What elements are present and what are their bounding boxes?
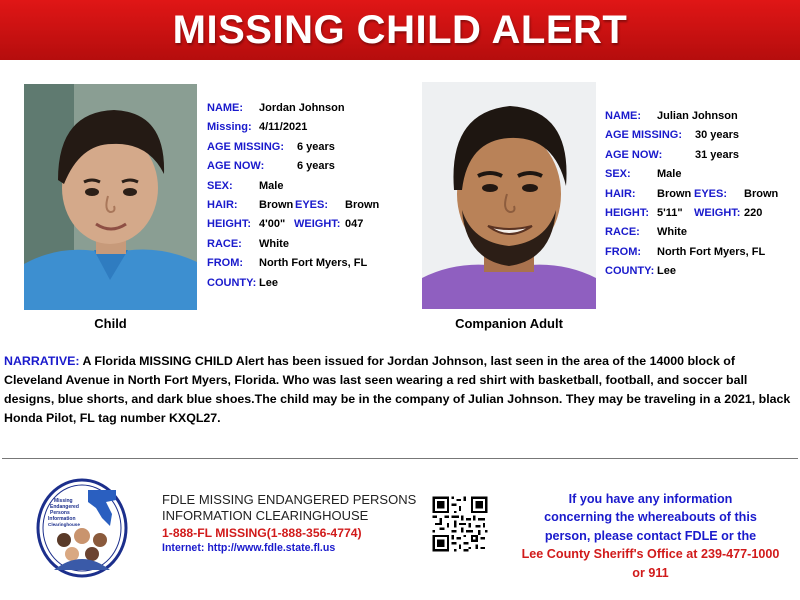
adult-race-row: [605, 226, 800, 245]
child-height-weight-row: [207, 218, 407, 237]
child-eyes: Brown: [345, 198, 380, 211]
child-height: 4'00": [259, 218, 286, 231]
weight-label: WEIGHT:: [694, 206, 741, 219]
age-now-label: AGE NOW:: [605, 148, 663, 161]
child-hair-eyes-row: [207, 199, 407, 218]
sex-label: SEX:: [605, 168, 631, 181]
adult-age-missing: 30 years: [695, 129, 740, 142]
height-label: HEIGHT:: [605, 206, 649, 219]
qr-code-icon[interactable]: [430, 494, 490, 554]
child-sex-row: [207, 180, 407, 199]
adult-age-now: 31 years: [695, 148, 740, 161]
adult-hair-eyes-row: [605, 188, 800, 207]
child-county-row: [207, 277, 407, 296]
adult-sex: Male: [657, 168, 682, 181]
age-now-label: AGE NOW:: [207, 160, 265, 173]
contact-line-1: If you have any information: [568, 492, 733, 506]
adult-name-row: [605, 110, 800, 129]
child-name-row: [207, 102, 407, 121]
age-missing-label: AGE MISSING:: [207, 140, 285, 153]
from-label: FROM:: [605, 245, 642, 258]
child-sex: Male: [259, 179, 284, 192]
contact-line-3: person, please contact FDLE or the: [544, 528, 757, 543]
child-missing-date: 4/11/2021: [259, 121, 308, 134]
adult-age-missing-row: [605, 129, 800, 148]
adult-from-row: [605, 246, 800, 265]
adult-hair: Brown: [657, 187, 692, 200]
banner-title: MISSING CHILD ALERT: [172, 7, 628, 52]
eyes-label: EYES:: [295, 198, 329, 211]
adult-from: North Fort Myers, FL: [657, 245, 766, 258]
svg-text:Persons: Persons: [50, 510, 70, 516]
age-missing-label: AGE MISSING:: [605, 129, 683, 142]
contact-line-4: Lee County Sheriff's Office at 239-477-1000: [521, 547, 780, 562]
county-label: COUNTY:: [207, 276, 257, 289]
contact-line-2: concerning the whereabouts of this: [544, 510, 757, 525]
svg-text:Information: Information: [48, 516, 76, 522]
child-caption: Child: [94, 316, 127, 331]
contact-line-5: or 911: [632, 565, 669, 580]
child-age-now: 6 years: [297, 160, 335, 173]
hotline-phone: 1-888-FL MISSING(1-888-356-4774): [162, 526, 362, 540]
adult-eyes: Brown: [744, 187, 779, 200]
adult-sex-row: [605, 168, 800, 187]
adult-info: [605, 110, 800, 285]
adult-age-now-row: [605, 149, 800, 168]
child-race-row: [207, 238, 407, 257]
svg-text:Clearinghouse: Clearinghouse: [48, 522, 80, 527]
adult-county-row: [605, 265, 800, 284]
adult-county: Lee: [657, 265, 676, 278]
child-name: Jordan Johnson: [259, 102, 345, 114]
missing-label: Missing:: [207, 121, 252, 134]
eyes-label: EYES:: [694, 187, 728, 200]
adult-name: Julian Johnson: [657, 110, 738, 122]
county-label: COUNTY:: [605, 265, 655, 278]
child-age-missing: 6 years: [297, 140, 335, 153]
child-weight: 047: [345, 218, 364, 231]
child-info: [207, 102, 407, 296]
hair-label: HAIR:: [207, 198, 238, 211]
clearinghouse-info: [162, 492, 432, 555]
from-label: FROM:: [207, 257, 244, 270]
footer-divider: [2, 458, 798, 459]
child-hair: Brown: [259, 198, 294, 211]
child-county: Lee: [259, 276, 278, 289]
narrative: [4, 352, 796, 428]
hair-label: HAIR:: [605, 187, 636, 200]
adult-height: 5'11": [657, 206, 683, 219]
adult-photo: [422, 82, 596, 309]
adult-weight: 220: [744, 206, 763, 219]
child-missing-row: [207, 121, 407, 140]
fdle-clearinghouse-logo-icon: [36, 478, 128, 578]
name-label: NAME:: [605, 110, 642, 122]
internet-link[interactable]: Internet: http://www.fdle.state.fl.us: [162, 542, 336, 554]
svg-text:Missing: Missing: [54, 498, 73, 504]
weight-label: WEIGHT:: [294, 218, 341, 231]
race-label: RACE:: [605, 226, 640, 239]
svg-text:Endangered: Endangered: [50, 504, 79, 510]
contact-info: [503, 490, 798, 582]
adult-race: White: [657, 226, 687, 239]
child-age-now-row: [207, 160, 407, 179]
clearinghouse-line1: FDLE MISSING ENDANGERED PERSONS: [162, 492, 417, 507]
clearinghouse-line2: INFORMATION CLEARINGHOUSE: [162, 508, 369, 523]
child-age-missing-row: [207, 141, 407, 160]
narrative-text: A Florida MISSING CHILD Alert has been issued for Jordan Johnson, last seen in the area of the 14000 block of Cleveland Avenue in North Fort Myers, Florida. Who was last seen wearing a red shirt with basketball, football, and soccer ball designs, blue shorts, and dark blue shoes.The child may be in the company of Julian Johnson. They may be traveling in a 2021, black Honda Pilot, FL tag number KXQL27.: [4, 354, 791, 425]
race-label: RACE:: [207, 237, 242, 250]
child-race: White: [259, 237, 289, 250]
child-from-row: [207, 257, 407, 276]
adult-caption: Companion Adult: [455, 316, 563, 331]
child-from: North Fort Myers, FL: [259, 257, 368, 270]
child-photo: [24, 84, 197, 310]
sex-label: SEX:: [207, 179, 233, 192]
name-label: NAME:: [207, 102, 244, 114]
adult-height-weight-row: [605, 207, 800, 226]
height-label: HEIGHT:: [207, 218, 251, 231]
alert-banner: [0, 0, 800, 60]
narrative-label: NARRATIVE:: [4, 354, 80, 368]
